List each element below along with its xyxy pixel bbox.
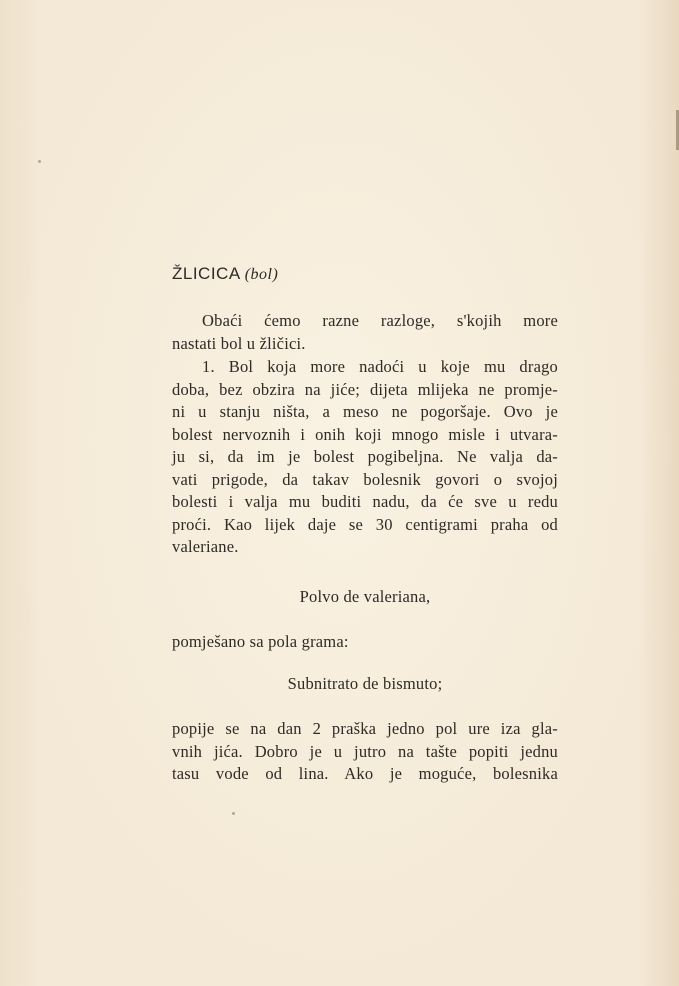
mixing-instruction: pomješano sa pola grama: xyxy=(172,632,349,651)
paper-speck xyxy=(232,812,235,815)
section-heading xyxy=(172,264,278,284)
text-line: doba, bez obzira na jiće; dijeta mlijeka ne promje- xyxy=(172,379,558,399)
heading-title: ŽLICICA xyxy=(172,264,241,283)
paragraph-cause-1 xyxy=(172,356,558,559)
text-line: bolesti i valja mu buditi nadu, da će sve u redu xyxy=(172,492,558,511)
text-line: vati prigode, da takav bolesnik govori o svojoj xyxy=(172,469,558,489)
text-line: ju si, da im je bolest pogibeljna. Ne valja da- xyxy=(172,447,558,466)
paragraph-dosage xyxy=(172,718,558,786)
text-line: 1. Bol koja more nadoći u koje mu drago xyxy=(202,357,558,376)
text-line: popije se na dan 2 praška jedno pol ure iza gla- xyxy=(172,719,558,738)
prescription-line: Polvo de valeriana, xyxy=(299,587,431,606)
paper-speck xyxy=(38,160,41,163)
text-line: bolest nervoznih i onih koji mnogo misle i utvara- xyxy=(172,424,558,444)
text-line: vnih jića. Dobro je u jutro na tašte popiti jednu xyxy=(172,741,558,761)
heading-subtitle: (bol) xyxy=(244,266,279,283)
text-line: valeriane. xyxy=(172,537,239,556)
text-line: nastati bol u žličici. xyxy=(172,333,306,353)
text-line: tasu vode od lina. Ako je moguće, bolesnika xyxy=(172,764,558,783)
text-line: Obaći ćemo razne razloge, s'kojih more xyxy=(202,311,558,330)
paragraph-intro xyxy=(172,310,558,355)
text-line: ni u stanju ništa, a meso ne pogoršaje. Ovo je xyxy=(172,402,558,421)
prescription-line: Subnitrato de bismuto; xyxy=(287,674,443,693)
text-line: proći. Kao lijek daje se 30 centigrami praha od xyxy=(172,514,558,534)
